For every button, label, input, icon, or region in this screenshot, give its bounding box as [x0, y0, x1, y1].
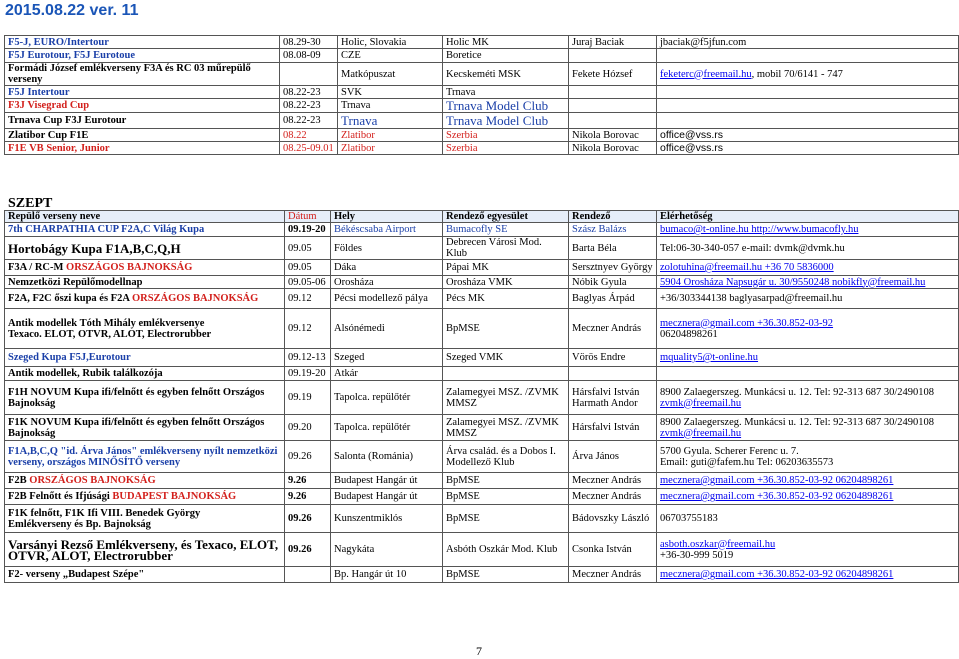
event-person: Árva János — [572, 451, 619, 462]
event-cell-org — [443, 367, 569, 381]
event-cell-org — [443, 223, 569, 237]
event-contact: +36/303344138 baglyasarpad@freemail.hu — [660, 293, 843, 304]
event-person: Meczner András — [572, 491, 642, 502]
event-cell-date — [285, 289, 331, 309]
event-person: Barta Béla — [572, 242, 617, 254]
event-name: Nemzetközi Repülőmodellnap — [8, 276, 143, 288]
event-cell-contact — [657, 381, 959, 415]
event-cell-date — [285, 533, 331, 567]
page-header: 2015.08.22 ver. 11 — [5, 2, 139, 19]
event-cell-org — [443, 473, 569, 489]
top-cell: 08.22-23 — [280, 99, 338, 113]
top-cell: Juraj Baciak — [569, 36, 657, 49]
top-cell: 08.08-09 — [280, 49, 338, 63]
event-row — [5, 349, 959, 367]
event-cell-date — [285, 367, 331, 381]
event-name: F1K felnőtt, F1K Ifi VIII. Benedek György — [8, 507, 201, 519]
event-place: Szeged — [334, 352, 365, 363]
event-row — [5, 415, 959, 441]
top-cell — [657, 113, 959, 129]
event-date: 09.05-06 — [288, 276, 326, 288]
event-contact: asboth.oszkar@freemail.hu — [660, 538, 776, 550]
event-cell-contact — [657, 289, 959, 309]
event-row — [5, 237, 959, 260]
event-place: Alsónémedi — [334, 323, 385, 334]
event-cell-org — [443, 505, 569, 533]
event-cell-place — [331, 367, 443, 381]
event-name: Szeged Kupa F5J,Eurotour — [8, 352, 131, 363]
event-cell-date — [285, 441, 331, 473]
event-cell-person — [569, 473, 657, 489]
event-cell-place — [331, 489, 443, 505]
top-event-row — [5, 63, 959, 86]
event-contact: mecznera@gmail.com +36.30.852-03-92 06204898261 — [660, 491, 894, 502]
event-org: Árva család. és a Dobos I. Modellező Klub — [446, 445, 556, 468]
event-contact: 8900 Zalaegerszeg. Munkácsi u. 12. Tel: 92-313 687 30/2490108 — [660, 416, 935, 428]
event-cell-person — [569, 223, 657, 237]
event-person: Nóbik Gyula — [572, 276, 627, 288]
top-events-table — [4, 35, 959, 155]
top-cell: CZE — [338, 49, 443, 63]
event-cell-name — [5, 349, 285, 367]
event-date: 09.05 — [288, 242, 312, 254]
event-name-highlight: ORSZÁGOS BAJNOKSÁG — [29, 475, 156, 486]
event-place: Salonta (Románia) — [334, 451, 414, 462]
top-cell: 08.29-30 — [280, 36, 338, 49]
event-place: Budapest Hangár út — [334, 491, 418, 502]
event-person: Csonka István — [572, 544, 632, 555]
event-name: F2- verseny „Budapest Szépe" — [8, 569, 145, 580]
event-org: Pápai MK — [446, 262, 489, 273]
col-header-org: Rendező egyesület — [443, 211, 569, 223]
event-row — [5, 441, 959, 473]
event-place: Budapest Hangár út — [334, 475, 418, 486]
top-cell: F1E VB Senior, Junior — [5, 142, 280, 155]
top-cell: F5J Eurotour, F5J Eurotoue — [5, 49, 280, 63]
event-cell-person — [569, 276, 657, 289]
event-date: 9.26 — [288, 491, 307, 502]
event-name-highlight: ORSZÁGOS BAJNOKSÁG — [66, 262, 193, 273]
top-cell: jbaciak@f5jfun.com — [657, 36, 959, 49]
event-cell-contact — [657, 489, 959, 505]
event-cell-person — [569, 567, 657, 583]
event-name-highlight: ORSZÁGOS BAJNOKSÁG — [131, 293, 259, 304]
event-date: 09.12-13 — [288, 352, 326, 363]
event-cell-contact — [657, 367, 959, 381]
event-org: BpMSE — [446, 513, 480, 524]
event-contact-line2: zvmk@freemail.hu — [660, 397, 742, 409]
event-contact-line2: +36-30-999 5019 — [660, 549, 734, 561]
event-name: 7th CHARPATHIA CUP F2A,C Világ Kupa — [8, 224, 205, 235]
event-cell-contact — [657, 567, 959, 583]
event-cell-place — [331, 441, 443, 473]
top-cell: Holic MK — [443, 36, 569, 49]
top-cell: SVK — [338, 86, 443, 99]
event-contact-line2: Email: guti@fafem.hu Tel: 06203635573 — [660, 456, 834, 468]
event-cell-person — [569, 441, 657, 473]
event-cell-person — [569, 349, 657, 367]
event-org: Pécs MK — [446, 293, 485, 304]
top-cell — [569, 99, 657, 113]
col-header-place: Hely — [331, 211, 443, 223]
event-cell-name — [5, 237, 285, 260]
event-cell-place — [331, 505, 443, 533]
top-cell: Holic, Slovakia — [338, 36, 443, 49]
event-place: Tapolca. repülőtér — [334, 392, 411, 403]
top-cell — [657, 86, 959, 99]
event-org: Zalamegyei MSZ. /ZVMK MMSZ — [446, 416, 559, 439]
event-cell-place — [331, 381, 443, 415]
event-contact: mecznera@gmail.com +36.30.852-03-92 06204898261 — [660, 569, 894, 580]
event-cell-contact — [657, 309, 959, 349]
event-name: F3A / RC-M — [8, 262, 64, 273]
event-cell-org — [443, 533, 569, 567]
event-cell-org — [443, 260, 569, 276]
event-contact: Tel:06-30-340-057 e-mail: dvmk@dvmk.hu — [660, 242, 845, 254]
event-place: Kunszentmiklós — [334, 513, 403, 524]
top-cell: Kecskeméti MSK — [443, 63, 569, 86]
event-name: F2A, F2C őszi kupa és F2A — [8, 293, 130, 304]
event-date: 09.26 — [288, 451, 312, 462]
top-cell: Zlatibor Cup F1E — [5, 129, 280, 142]
event-cell-person — [569, 260, 657, 276]
event-cell-org — [443, 237, 569, 260]
top-event-row — [5, 113, 959, 129]
event-cell-date — [285, 223, 331, 237]
event-cell-place — [331, 237, 443, 260]
event-cell-name — [5, 489, 285, 505]
event-row — [5, 260, 959, 276]
top-event-row — [5, 36, 959, 49]
event-cell-name — [5, 381, 285, 415]
event-cell-name — [5, 567, 285, 583]
top-cell: Trnava — [338, 113, 443, 129]
top-cell: Zlatibor — [338, 142, 443, 155]
event-cell-contact — [657, 505, 959, 533]
event-cell-person — [569, 415, 657, 441]
top-cell — [657, 49, 959, 63]
event-cell-contact — [657, 237, 959, 260]
event-cell-date — [285, 567, 331, 583]
event-name: F1K NOVUM Kupa ifi/felnőtt és egyben felnőtt Országos Bajnokság — [8, 416, 265, 439]
top-cell — [657, 63, 959, 86]
event-place: Atkár — [334, 368, 358, 379]
event-date: 09.19-20 — [288, 368, 326, 379]
event-cell-name — [5, 289, 285, 309]
event-person: Hársfalvi István — [572, 422, 640, 433]
top-event-row — [5, 129, 959, 142]
top-cell: 08.25-09.01 — [280, 142, 338, 155]
september-events-table — [4, 210, 959, 583]
event-cell-org — [443, 289, 569, 309]
event-place: Dáka — [334, 262, 357, 273]
event-org: Szeged VMK — [446, 352, 504, 363]
event-date: 09.19-20 — [288, 224, 326, 235]
event-contact: 8900 Zalaegerszeg. Munkácsi u. 12. Tel: 92-313 687 30/2490108 — [660, 386, 935, 398]
event-place: Orosháza — [334, 276, 374, 288]
event-cell-date — [285, 309, 331, 349]
top-cell: 08.22-23 — [280, 86, 338, 99]
top-cell: office@vss.rs — [657, 129, 959, 142]
event-contact: mecznera@gmail.com +36.30.852-03-92 06204898261 — [660, 475, 894, 486]
event-contact: zolotuhina@freemail.hu +36 70 5836000 — [660, 262, 834, 273]
event-cell-place — [331, 276, 443, 289]
event-cell-org — [443, 567, 569, 583]
event-cell-place — [331, 415, 443, 441]
event-cell-date — [285, 276, 331, 289]
event-org: Debrecen Városi Mod. Klub — [446, 237, 542, 259]
event-name: F1H NOVUM Kupa ifi/felnőtt és egyben felnőtt Országos Bajnokság — [8, 386, 265, 409]
event-person: Bádovszky László — [572, 513, 650, 524]
contact-extra: , mobil 70/6141 - 747 — [751, 68, 843, 80]
event-cell-org — [443, 415, 569, 441]
event-person: Vörös Endre — [572, 352, 626, 363]
event-cell-place — [331, 223, 443, 237]
top-cell — [569, 113, 657, 129]
event-cell-person — [569, 289, 657, 309]
event-cell-person — [569, 237, 657, 260]
event-person: Baglyas Árpád — [572, 293, 635, 304]
event-cell-org — [443, 276, 569, 289]
top-cell — [280, 63, 338, 86]
event-person: Hársfalvi István Harmath Andor — [572, 386, 640, 409]
event-contact: 5904 Orosháza Napsugár u. 30/9550248 nobikfly@freemail.hu — [660, 276, 926, 288]
top-cell: Trnava Model Club — [443, 99, 569, 113]
top-cell: Boretice — [443, 49, 569, 63]
top-cell: Fekete Hózsef — [569, 63, 657, 86]
event-row — [5, 489, 959, 505]
event-cell-date — [285, 489, 331, 505]
event-person: Sersztnyev György — [572, 262, 653, 273]
event-cell-date — [285, 349, 331, 367]
event-org: Bumacofly SE — [446, 224, 508, 235]
column-header-row — [5, 211, 959, 223]
event-date: 09.12 — [288, 323, 312, 334]
event-cell-place — [331, 289, 443, 309]
event-row — [5, 381, 959, 415]
event-date: 09.05 — [288, 262, 312, 273]
event-org: Asbóth Oszkár Mod. Klub — [446, 544, 558, 555]
top-cell — [569, 49, 657, 63]
event-cell-name — [5, 276, 285, 289]
top-cell: 08.22 — [280, 129, 338, 142]
event-date: 09.26 — [288, 544, 312, 555]
event-person: Meczner András — [572, 475, 642, 486]
event-name: F2B Felnőtt és Ifjúsági — [8, 491, 110, 502]
event-person: Szász Balázs — [572, 224, 627, 235]
top-cell: F5J Intertour — [5, 86, 280, 99]
event-org: BpMSE — [446, 323, 480, 334]
event-cell-name — [5, 505, 285, 533]
event-place: Földes — [334, 242, 363, 254]
event-cell-name — [5, 223, 285, 237]
event-date: 9.26 — [288, 475, 307, 486]
event-place: Bp. Hangár út 10 — [334, 569, 407, 580]
top-cell: Matkópuszat — [338, 63, 443, 86]
event-name-line2: Texaco. ELOT, OTVR, ALOT, Electrorubber — [8, 328, 212, 340]
top-event-row — [5, 49, 959, 63]
event-contact-line2: zvmk@freemail.hu — [660, 427, 742, 439]
event-row — [5, 309, 959, 349]
top-cell — [569, 86, 657, 99]
event-cell-person — [569, 533, 657, 567]
event-name: Antik modellek Tóth Mihály emlékversenye — [8, 317, 205, 329]
event-cell-contact — [657, 349, 959, 367]
col-header-person: Rendező — [569, 211, 657, 223]
event-contact: 5700 Gyula. Scherer Ferenc u. 7. — [660, 445, 799, 457]
event-org: BpMSE — [446, 569, 480, 580]
event-cell-contact — [657, 415, 959, 441]
top-event-row — [5, 142, 959, 155]
event-contact: bumaco@t-online.hu http://www.bumacofly.hu — [660, 224, 859, 235]
event-cell-person — [569, 505, 657, 533]
event-cell-name — [5, 367, 285, 381]
event-cell-date — [285, 381, 331, 415]
event-row — [5, 289, 959, 309]
event-cell-person — [569, 489, 657, 505]
event-cell-place — [331, 349, 443, 367]
event-cell-contact — [657, 533, 959, 567]
event-name: F1A,B,C,Q "id. Árva János" emlékverseny nyílt nemzetközi verseny, országos MINŐSÍTŐ verseny — [8, 445, 278, 468]
event-name-line2: Emlékverseny és Bp. Bajnokság — [8, 518, 151, 530]
event-cell-date — [285, 505, 331, 533]
event-cell-name — [5, 473, 285, 489]
top-cell: Zlatibor — [338, 129, 443, 142]
top-cell: Trnava — [338, 99, 443, 113]
top-cell: Szerbia — [443, 129, 569, 142]
event-org: BpMSE — [446, 475, 480, 486]
event-cell-place — [331, 567, 443, 583]
top-cell: Nikola Borovac — [569, 129, 657, 142]
top-cell: office@vss.rs — [657, 142, 959, 155]
event-cell-name — [5, 415, 285, 441]
section-title: SZEPT — [8, 196, 53, 211]
top-cell: Trnava Cup F3J Eurotour — [5, 113, 280, 129]
event-row — [5, 567, 959, 583]
event-cell-name — [5, 260, 285, 276]
event-cell-date — [285, 415, 331, 441]
event-place: Pécsi modellező pálya — [334, 293, 428, 304]
event-cell-name — [5, 533, 285, 567]
event-row — [5, 473, 959, 489]
top-cell: F3J Visegrad Cup — [5, 99, 280, 113]
top-cell: Trnava — [443, 86, 569, 99]
top-event-row — [5, 99, 959, 113]
top-cell: Formádi József emlékverseny F3A és RC 03 műrepülő verseny — [5, 63, 280, 86]
event-cell-place — [331, 473, 443, 489]
event-cell-person — [569, 367, 657, 381]
event-row — [5, 276, 959, 289]
event-cell-org — [443, 309, 569, 349]
event-org: Orosháza VMK — [446, 276, 513, 288]
event-name: Varsányi Rezső Emlékverseny, és Texaco, ELOT, OTVR, ALOT, Electrorubber — [8, 536, 279, 563]
top-cell: F5-J, EURO/Intertour — [5, 36, 280, 49]
event-name: Hortobágy Kupa F1A,B,C,Q,H — [8, 240, 181, 256]
event-cell-date — [285, 260, 331, 276]
top-cell: Trnava Model Club — [443, 113, 569, 129]
event-row — [5, 505, 959, 533]
event-person: Meczner András — [572, 323, 642, 334]
event-cell-contact — [657, 223, 959, 237]
event-person: Meczner András — [572, 569, 642, 580]
top-cell — [657, 99, 959, 113]
page-number: 7 — [476, 644, 482, 658]
event-org: Zalamegyei MSZ. /ZVMK MMSZ — [446, 386, 559, 409]
contact-email-link: feketerc@freemail.hu — [660, 68, 752, 80]
event-cell-place — [331, 533, 443, 567]
event-cell-date — [285, 473, 331, 489]
event-name: F2B — [8, 475, 27, 486]
event-cell-org — [443, 441, 569, 473]
event-cell-contact — [657, 441, 959, 473]
event-cell-place — [331, 260, 443, 276]
event-cell-person — [569, 381, 657, 415]
top-cell: Nikola Borovac — [569, 142, 657, 155]
event-contact-line2: 06204898261 — [660, 328, 718, 340]
event-name-highlight: BUDAPEST BAJNOKSÁG — [112, 491, 237, 502]
event-date: 09.26 — [288, 513, 312, 524]
event-place: Tapolca. repülőtér — [334, 422, 411, 433]
event-contact: mquality5@t-online.hu — [660, 352, 759, 363]
event-name: Antik modellek, Rubik találkozója — [8, 368, 163, 379]
event-cell-name — [5, 309, 285, 349]
event-contact: mecznera@gmail.com +36.30.852-03-92 — [660, 317, 834, 329]
col-header-date: Dátum — [285, 211, 331, 223]
event-cell-org — [443, 381, 569, 415]
event-cell-contact — [657, 473, 959, 489]
event-cell-place — [331, 309, 443, 349]
event-cell-date — [285, 237, 331, 260]
top-cell: 08.22-23 — [280, 113, 338, 129]
event-cell-contact — [657, 260, 959, 276]
top-event-row — [5, 86, 959, 99]
top-cell: Szerbia — [443, 142, 569, 155]
event-place: Békéscsaba Airport — [334, 224, 416, 235]
col-header-contact: Elérhetőség — [657, 211, 959, 223]
event-cell-person — [569, 309, 657, 349]
event-row — [5, 533, 959, 567]
event-row — [5, 367, 959, 381]
event-org: BpMSE — [446, 491, 480, 502]
event-cell-org — [443, 349, 569, 367]
event-cell-org — [443, 489, 569, 505]
event-row — [5, 223, 959, 237]
event-cell-name — [5, 441, 285, 473]
event-date: 09.19 — [288, 392, 312, 403]
event-cell-contact — [657, 276, 959, 289]
event-contact: 06703755183 — [660, 513, 718, 524]
col-header-name: Repülő verseny neve — [5, 211, 285, 223]
event-place: Nagykáta — [334, 544, 375, 555]
event-date: 09.12 — [288, 293, 312, 304]
event-date: 09.20 — [288, 422, 312, 433]
